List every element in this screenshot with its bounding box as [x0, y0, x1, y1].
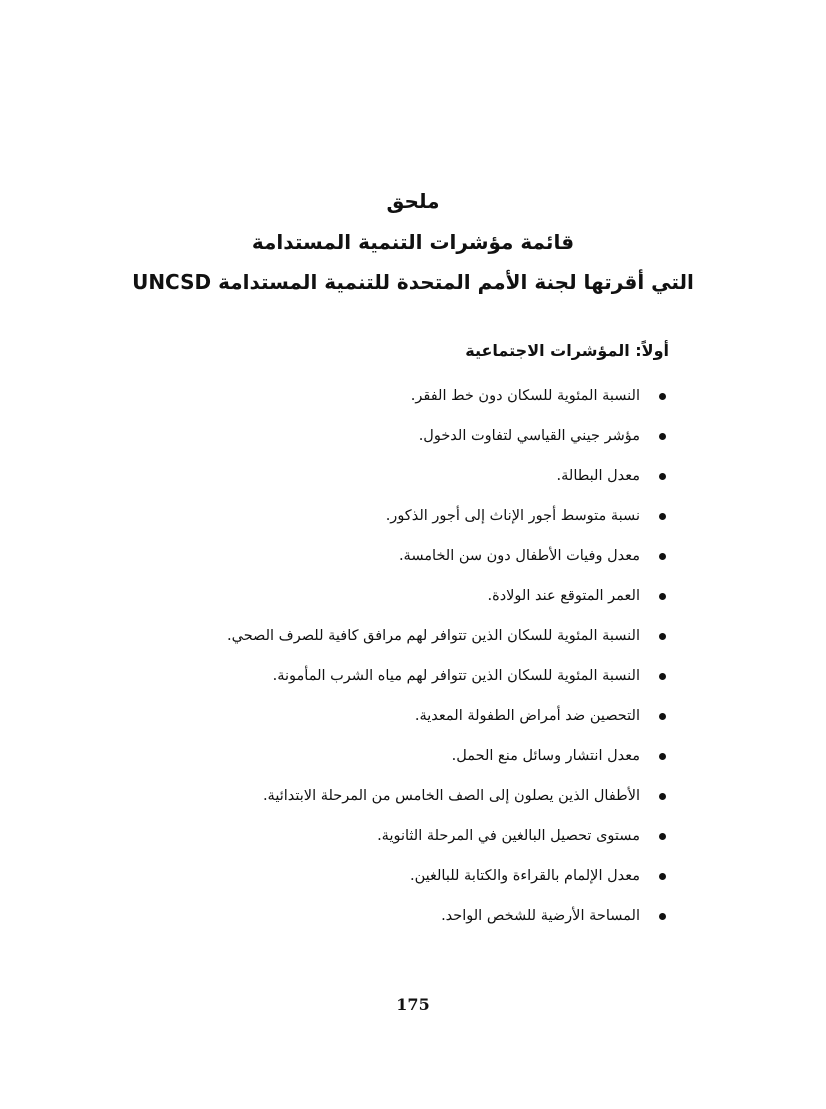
list-item — [29, 416, 669, 456]
list-item-text: معدل البطالة. — [556, 468, 640, 484]
list-item — [29, 896, 669, 936]
list-item-text: مستوى تحصيل البالغين في المرحلة الثانوية. — [377, 828, 640, 844]
list-item — [29, 696, 669, 736]
section-heading-social-indicators: أولاً: المؤشرات الاجتماعية — [465, 341, 669, 360]
bullet-icon — [659, 713, 666, 720]
list-item-text: النسبة المئوية للسكان دون خط الفقر. — [410, 388, 640, 404]
list-item — [29, 456, 669, 496]
social-indicators-list — [29, 376, 669, 936]
list-item-text: المساحة الأرضية للشخص الواحد. — [441, 908, 640, 924]
list-item-text: مؤشر جيني القياسي لتفاوت الدخول. — [418, 428, 640, 444]
page-number: 175 — [396, 995, 430, 1014]
bullet-icon — [659, 553, 666, 560]
list-item-text: الأطفال الذين يصلون إلى الصف الخامس من المرحلة الابتدائية. — [262, 788, 640, 804]
list-item-text: العمر المتوقع عند الولادة. — [487, 588, 640, 604]
list-item — [29, 856, 669, 896]
list-item-text: معدل وفيات الأطفال دون سن الخامسة. — [398, 548, 640, 564]
list-item-text: معدل انتشار وسائل منع الحمل. — [451, 748, 640, 764]
bullet-icon — [659, 913, 666, 920]
bullet-icon — [659, 633, 666, 640]
indicators-subtitle: التي أقرتها لجنة الأمم المتحدة للتنمية المستدامة UNCSD — [132, 270, 694, 294]
list-item-text: نسبة متوسط أجور الإناث إلى أجور الذكور. — [385, 508, 640, 524]
list-item-text: النسبة المئوية للسكان الذين تتوافر لهم مرافق كافية للصرف الصحي. — [227, 628, 640, 644]
list-item — [29, 376, 669, 416]
list-item — [29, 576, 669, 616]
list-item — [29, 656, 669, 696]
list-item — [29, 496, 669, 536]
bullet-icon — [659, 393, 666, 400]
bullet-icon — [659, 753, 666, 760]
list-item-text: النسبة المئوية للسكان الذين تتوافر لهم مياه الشرب المأمونة. — [272, 668, 640, 684]
bullet-icon — [659, 473, 666, 480]
bullet-icon — [659, 793, 666, 800]
bullet-icon — [659, 593, 666, 600]
list-item — [29, 616, 669, 656]
bullet-icon — [659, 513, 666, 520]
bullet-icon — [659, 833, 666, 840]
list-item-text: معدل الإلمام بالقراءة والكتابة للبالغين. — [410, 868, 640, 884]
list-item-text: التحصين ضد أمراض الطفولة المعدية. — [414, 708, 640, 724]
list-item — [29, 536, 669, 576]
list-item — [29, 776, 669, 816]
bullet-icon — [659, 873, 666, 880]
list-item — [29, 736, 669, 776]
bullet-icon — [659, 673, 666, 680]
indicators-list-title: قائمة مؤشرات التنمية المستدامة — [251, 230, 575, 254]
list-item — [29, 816, 669, 856]
bullet-icon — [659, 433, 666, 440]
annex-title: ملحق — [386, 189, 440, 213]
